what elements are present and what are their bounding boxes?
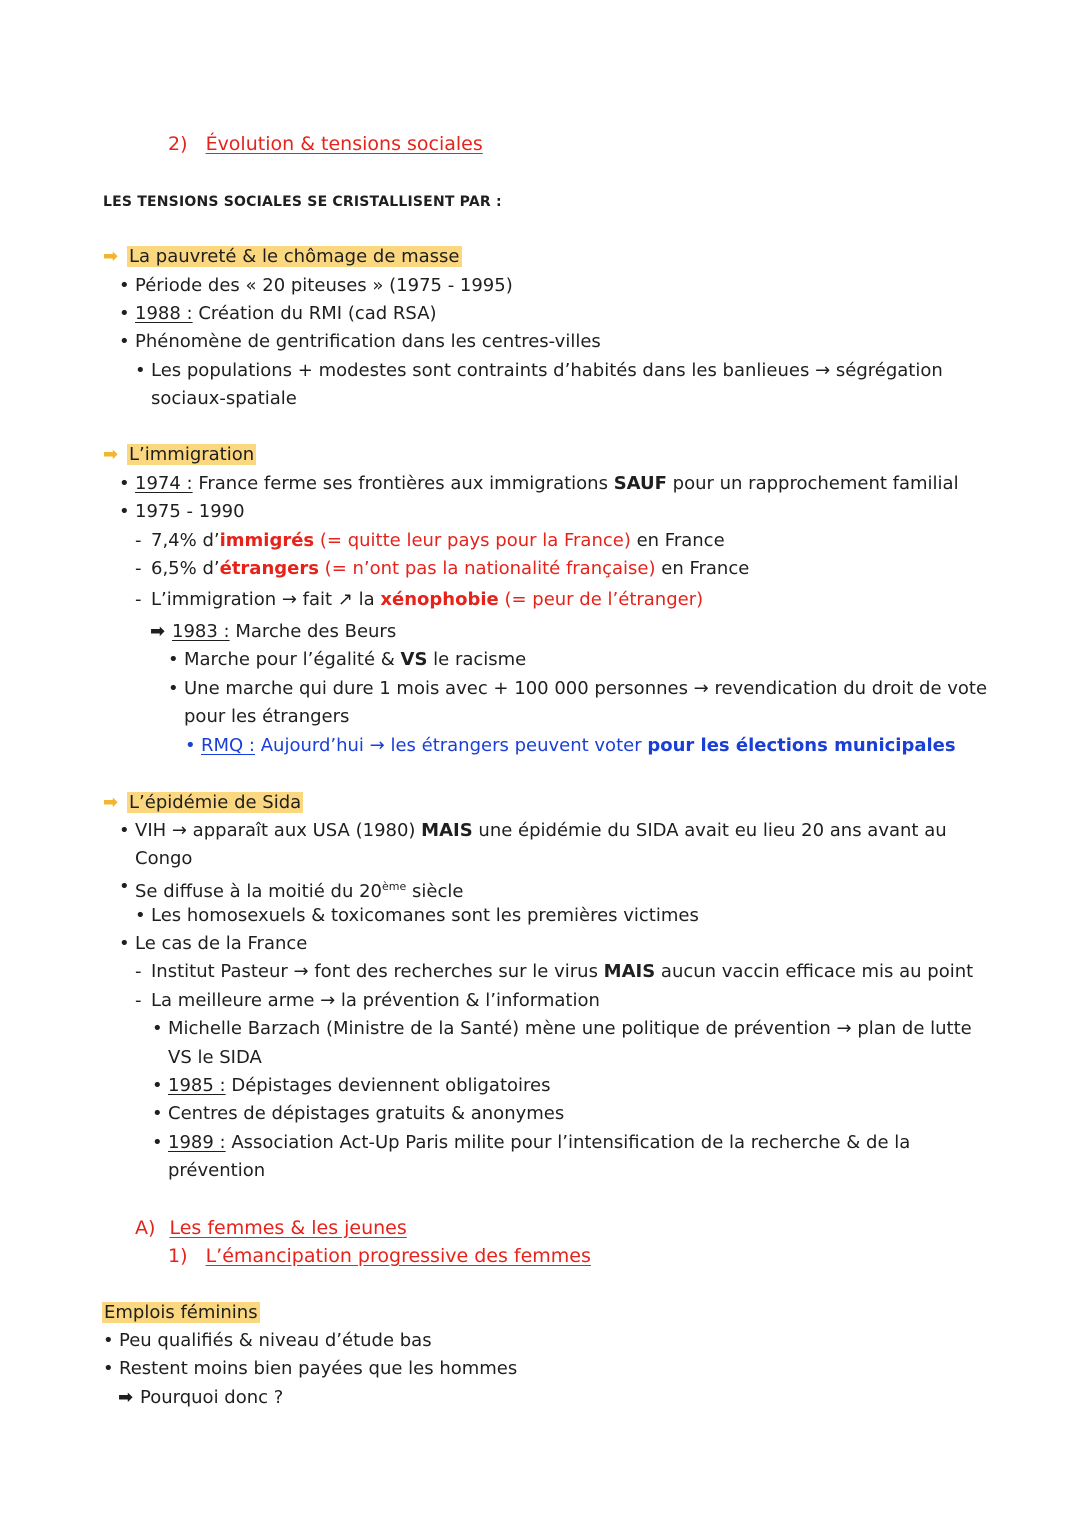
sub-point <box>118 1384 284 1412</box>
date-label: 1989 : <box>168 1132 226 1153</box>
sub-point <box>150 618 397 646</box>
list-item: • 1975 - 1990 <box>135 498 245 526</box>
list-text: Dépistages deviennent obligatoires <box>225 1075 551 1096</box>
list-item-continued: VS le SIDA <box>168 1047 262 1068</box>
list-item: • Les homosexuels & toxicomanes sont les premières victimes <box>151 902 699 930</box>
list-text: VIH → apparaît aux USA (1980) <box>135 820 422 841</box>
date-label: 1988 : <box>135 303 193 324</box>
section-heading <box>168 130 483 158</box>
list-item-continued: Congo <box>135 848 193 869</box>
list-item: • Le cas de la France <box>135 930 307 958</box>
list-text: Se diffuse à la moitié du 20 <box>135 881 382 902</box>
intro-text: LES TENSIONS SOCIALES SE CRISTALLISENT PAR : <box>103 194 502 210</box>
list-item <box>168 1129 910 1157</box>
list-text: 7,4% d’ <box>151 530 220 551</box>
date-label: 1985 : <box>168 1075 226 1096</box>
heading-number: 1) <box>168 1245 188 1267</box>
arrow-right-icon: ➡ <box>103 444 119 465</box>
emphasis: MAIS <box>603 961 656 982</box>
topic-pauvrete <box>103 243 462 271</box>
emphasis: pour les élections municipales <box>647 735 956 756</box>
keyword: étrangers <box>219 558 319 579</box>
heading-title: L’émancipation progressive des femmes <box>205 1245 591 1267</box>
list-item: • Phénomène de gentrification dans les centres-villes <box>135 328 601 356</box>
list-item: • Une marche qui dure 1 mois avec + 100 000 personnes → revendication du droit de vote <box>184 675 987 703</box>
list-item <box>168 1072 551 1100</box>
list-text: le racisme <box>427 649 527 670</box>
list-text: Association Act-Up Paris milite pour l’intensification de la recherche & de la <box>225 1132 911 1153</box>
list-text: siècle <box>406 881 464 902</box>
remark-item <box>201 732 956 760</box>
list-text: France ferme ses frontières aux immigrations <box>192 473 614 494</box>
list-item-continued: sociaux-spatiale <box>151 388 297 409</box>
list-item <box>151 958 973 986</box>
list-item-continued: prévention <box>168 1160 266 1181</box>
topic-title: La pauvreté & le chômage de masse <box>129 246 460 267</box>
list-item: • Période des « 20 piteuses » (1975 - 1995) <box>135 272 513 300</box>
subsection-heading <box>168 1242 591 1270</box>
definition: (= n’ont pas la nationalité française) <box>318 558 656 579</box>
remark-text: Aujourd’hui → les étrangers peuvent voter <box>255 735 648 756</box>
definition: (= peur de l’étranger) <box>498 589 704 610</box>
list-item: • Les populations + modestes sont contraints d’habités dans les banlieues → ségrégation <box>151 357 943 385</box>
list-item: • Peu qualifiés & niveau d’étude bas <box>119 1327 432 1355</box>
list-item <box>135 300 437 328</box>
emphasis: VS <box>400 649 428 670</box>
topic-emplois <box>102 1299 260 1327</box>
list-item <box>151 527 725 555</box>
section-heading <box>135 1214 407 1242</box>
arrow-right-icon: ➡ <box>150 621 166 642</box>
list-text: Marche pour l’égalité & <box>184 649 401 670</box>
list-text: L’immigration → fait ↗ la <box>151 589 381 610</box>
list-text: aucun vaccin efficace mis au point <box>655 961 974 982</box>
list-text: une épidémie du SIDA avait eu lieu 20 ans avant au <box>472 820 947 841</box>
superscript: ème <box>382 880 407 893</box>
list-item <box>135 817 947 845</box>
list-text: 6,5% d’ <box>151 558 220 579</box>
topic-immigration <box>103 441 256 469</box>
date-label: 1983 : <box>172 621 230 642</box>
definition: (= quitte leur pays pour la France) <box>314 530 631 551</box>
list-text: Marche des Beurs <box>229 621 397 642</box>
list-text: Création du RMI (cad RSA) <box>192 303 437 324</box>
heading-title: Les femmes & les jeunes <box>169 1217 407 1239</box>
list-item: - La meilleure arme → la prévention & l’information <box>151 987 600 1015</box>
list-item <box>135 470 959 498</box>
list-text: en France <box>630 530 725 551</box>
list-text: Pourquoi donc ? <box>140 1387 284 1408</box>
keyword: xénophobie <box>380 589 499 610</box>
remark-label: RMQ : <box>201 735 255 756</box>
arrow-right-icon: ➡ <box>118 1387 134 1408</box>
emphasis: SAUF <box>613 473 667 494</box>
list-item: • Michelle Barzach (Ministre de la Santé) mène une politique de prévention → plan de lutte <box>168 1015 972 1043</box>
arrow-right-icon: ➡ <box>103 246 119 267</box>
heading-number: 2) <box>168 133 188 155</box>
arrow-right-icon: ➡ <box>103 792 119 813</box>
list-item: • Centres de dépistages gratuits & anonymes <box>168 1100 564 1128</box>
list-item <box>184 646 526 674</box>
topic-title: L’immigration <box>129 444 255 465</box>
list-text: Institut Pasteur → font des recherches sur le virus <box>151 961 604 982</box>
list-item: • Restent moins bien payées que les hommes <box>119 1355 517 1383</box>
list-item <box>151 586 703 614</box>
emphasis: MAIS <box>421 820 473 841</box>
keyword: immigrés <box>219 530 315 551</box>
heading-title: Évolution & tensions sociales <box>205 133 483 155</box>
topic-sida <box>103 789 303 817</box>
topic-title: Emplois féminins <box>104 1302 258 1323</box>
list-item-continued: pour les étrangers <box>184 706 350 727</box>
list-text: pour un rapprochement familial <box>666 473 959 494</box>
heading-letter: A) <box>135 1217 156 1239</box>
list-item <box>151 555 749 583</box>
list-text: en France <box>655 558 750 579</box>
date-label: 1974 : <box>135 473 193 494</box>
topic-title: L’épidémie de Sida <box>129 792 302 813</box>
